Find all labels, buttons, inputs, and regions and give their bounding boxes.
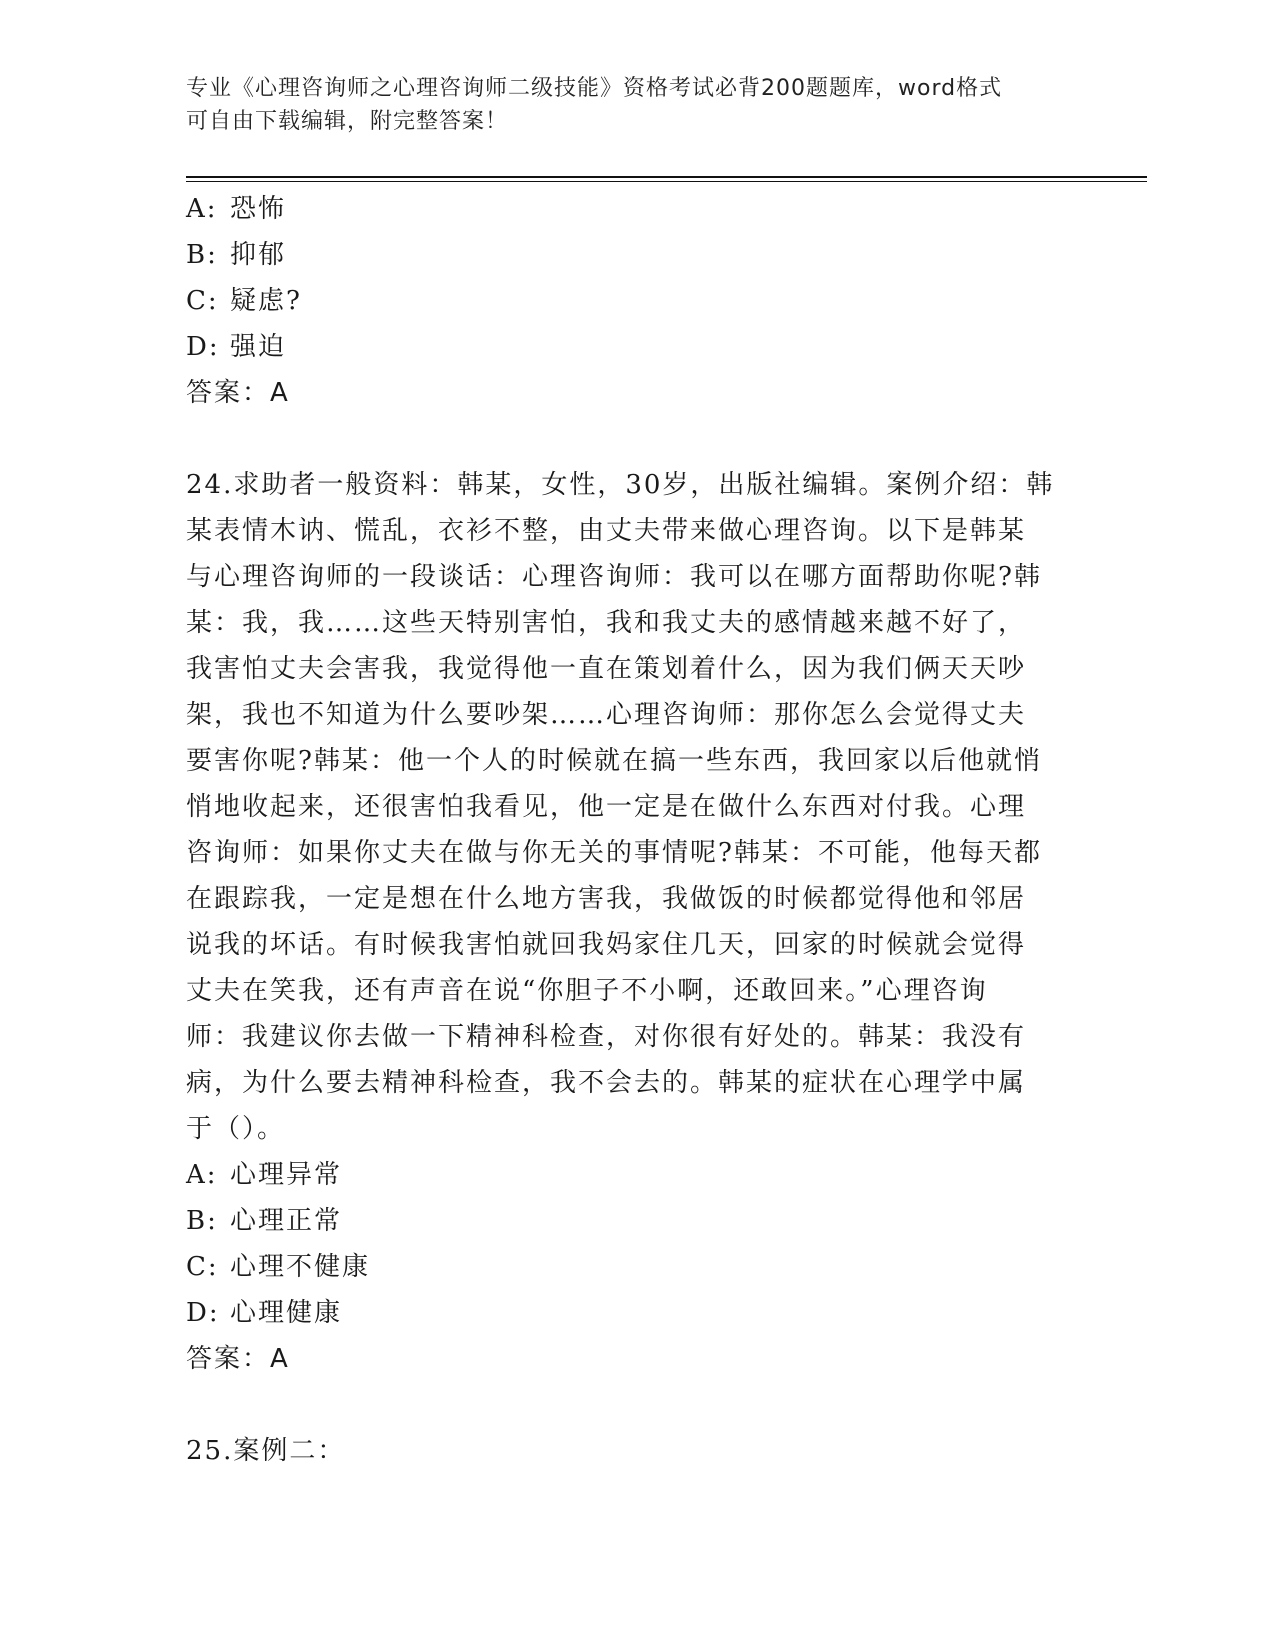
document-header bbox=[186, 72, 1086, 138]
option-d bbox=[186, 324, 1086, 370]
option-c bbox=[186, 278, 1086, 324]
option-text: 抑郁 bbox=[230, 240, 287, 270]
option-key: A: bbox=[186, 194, 218, 224]
option-b bbox=[186, 232, 1086, 278]
option-key: C: bbox=[186, 286, 219, 316]
header-rule-thin bbox=[186, 181, 1147, 182]
option-key: D: bbox=[186, 332, 220, 362]
option-key: D: bbox=[186, 1298, 220, 1328]
question-line: 某：我，我……这些天特别害怕，我和我丈夫的感情越来越不好了， bbox=[186, 608, 1027, 638]
option-text: 心理异常 bbox=[230, 1160, 343, 1190]
question-line: 我害怕丈夫会害我，我觉得他一直在策划着什么，因为我们俩天天吵 bbox=[186, 654, 1027, 684]
option-b bbox=[186, 1198, 1086, 1244]
option-d bbox=[186, 1290, 1086, 1336]
question-line: 24.求助者一般资料：韩某，女性，30岁，出版社编辑。案例介绍：韩 bbox=[186, 470, 1055, 500]
question-25 bbox=[186, 1428, 1086, 1474]
question-24 bbox=[186, 462, 1086, 1382]
question-line: 某表情木讷、慌乱，衣衫不整，由丈夫带来做心理咨询。以下是韩某 bbox=[186, 516, 1027, 546]
header-line-2: 可自由下载编辑，附完整答案！ bbox=[186, 109, 509, 134]
question-line: 悄地收起来，还很害怕我看见，他一定是在做什么东西对付我。心理 bbox=[186, 792, 1027, 822]
question-line: 咨询师：如果你丈夫在做与你无关的事情呢?韩某：不可能，他每天都 bbox=[186, 838, 1042, 868]
option-a bbox=[186, 186, 1086, 232]
answer-line: 答案：A bbox=[186, 1344, 290, 1374]
question-line: 架，我也不知道为什么要吵架……心理咨询师：那你怎么会觉得丈夫 bbox=[186, 700, 1027, 730]
spacer bbox=[186, 1382, 1086, 1428]
question-line: 丈夫在笑我，还有声音在说“你胆子不小啊，还敢回来。”心理咨询 bbox=[186, 976, 988, 1006]
option-a bbox=[186, 1152, 1086, 1198]
question-line: 病，为什么要去精神科检查，我不会去的。韩某的症状在心理学中属 bbox=[186, 1068, 1027, 1098]
question-line: 在跟踪我，一定是想在什么地方害我，我做饭的时候都觉得他和邻居 bbox=[186, 884, 1027, 914]
option-key: A: bbox=[186, 1160, 218, 1190]
option-key: B: bbox=[186, 240, 218, 270]
question-line: 与心理咨询师的一段谈话：心理咨询师：我可以在哪方面帮助你呢?韩 bbox=[186, 562, 1042, 592]
option-key: C: bbox=[186, 1252, 219, 1282]
spacer bbox=[186, 416, 1086, 462]
option-c bbox=[186, 1244, 1086, 1290]
option-text: 强迫 bbox=[230, 332, 287, 362]
document-body bbox=[186, 186, 1086, 1474]
option-text: 心理不健康 bbox=[230, 1252, 371, 1282]
option-text: 疑虑? bbox=[230, 286, 302, 316]
option-text: 心理健康 bbox=[230, 1298, 343, 1328]
question-23-options bbox=[186, 186, 1086, 416]
question-line: 要害你呢?韩某：他一个人的时候就在搞一些东西，我回家以后他就悄 bbox=[186, 746, 1042, 776]
option-text: 恐怖 bbox=[230, 194, 287, 224]
question-line: 于（）。 bbox=[186, 1114, 286, 1144]
header-rule-thick bbox=[186, 176, 1147, 178]
answer-line: 答案：A bbox=[186, 378, 290, 408]
question-title: 25.案例二： bbox=[186, 1436, 346, 1466]
option-text: 心理正常 bbox=[230, 1206, 343, 1236]
option-key: B: bbox=[186, 1206, 218, 1236]
header-line-1: 专业《心理咨询师之心理咨询师二级技能》资格考试必背200题题库，word格式 bbox=[186, 76, 1003, 101]
question-line: 师：我建议你去做一下精神科检查，对你很有好处的。韩某：我没有 bbox=[186, 1022, 1027, 1052]
question-line: 说我的坏话。有时候我害怕就回我妈家住几天，回家的时候就会觉得 bbox=[186, 930, 1027, 960]
